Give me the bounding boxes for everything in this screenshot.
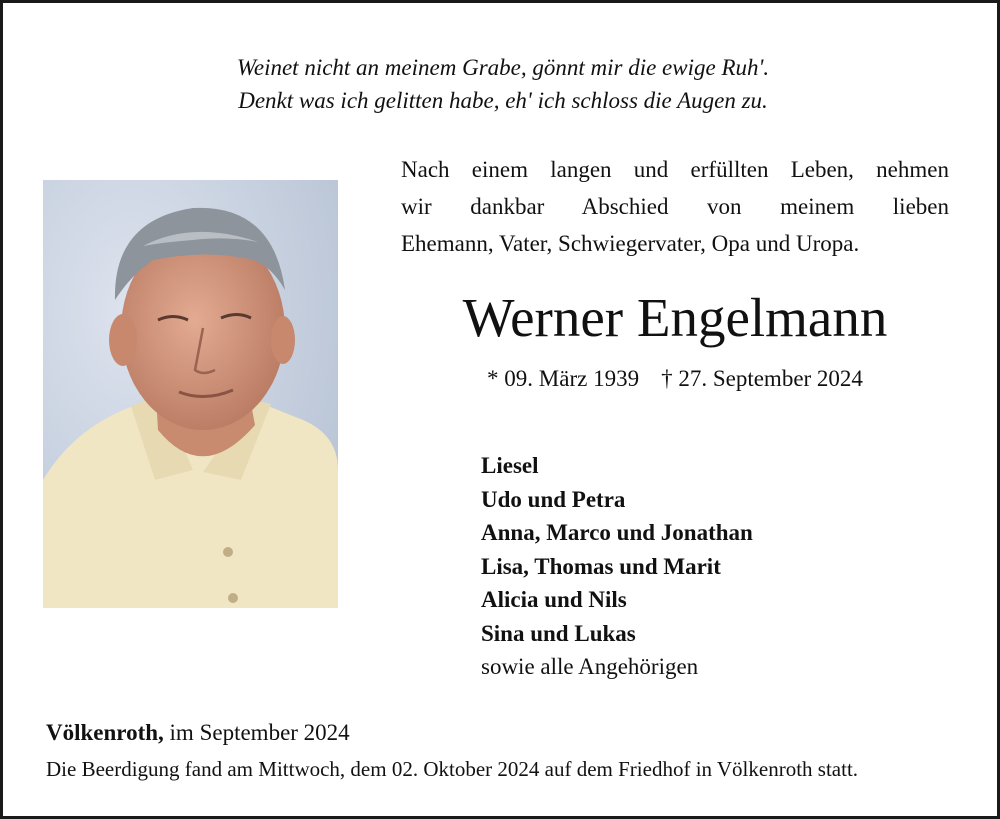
- birth-date: * 09. März 1939: [487, 366, 640, 391]
- portrait-illustration: [43, 180, 338, 608]
- intro-line: Nach einem langen und erfüllten Leben, nehmen: [401, 157, 949, 182]
- family-member: Udo und Petra: [481, 486, 626, 512]
- place-town: Völkenroth,: [46, 720, 164, 745]
- family-member: Anna, Marco und Jonathan: [481, 520, 753, 545]
- relatives-line: sowie alle Angehörigen: [481, 654, 699, 679]
- family-member: Alicia und Nils: [481, 587, 627, 612]
- life-dates: [401, 363, 949, 395]
- intro-line: wir dankbar Abschied von meinem lieben: [401, 194, 949, 219]
- family-member: Lisa, Thomas und Marit: [481, 553, 721, 579]
- family-list: [481, 449, 753, 684]
- poem: [3, 51, 1000, 117]
- intro-line: Ehemann, Vater, Schwiegervater, Opa und Uropa.: [401, 231, 860, 256]
- death-date: † 27. September 2024: [661, 366, 863, 391]
- deceased-name: Werner Engelmann: [462, 287, 888, 348]
- intro-text: [401, 151, 949, 262]
- place-date-text: im September 2024: [163, 720, 350, 745]
- burial-notice: Die Beerdigung fand am Mittwoch, dem 02. Oktober 2024 auf dem Friedhof in Völkenroth statt.: [46, 757, 859, 781]
- portrait-photo: [43, 180, 338, 608]
- family-member: Liesel: [481, 453, 539, 478]
- poem-line: Weinet nicht an meinem Grabe, gönnt mir die ewige Ruh'.: [236, 55, 770, 80]
- place-date: [46, 717, 350, 749]
- poem-line: Denkt was ich gelitten habe, eh' ich schloss die Augen zu.: [238, 88, 768, 113]
- family-member: Sina und Lukas: [481, 620, 636, 646]
